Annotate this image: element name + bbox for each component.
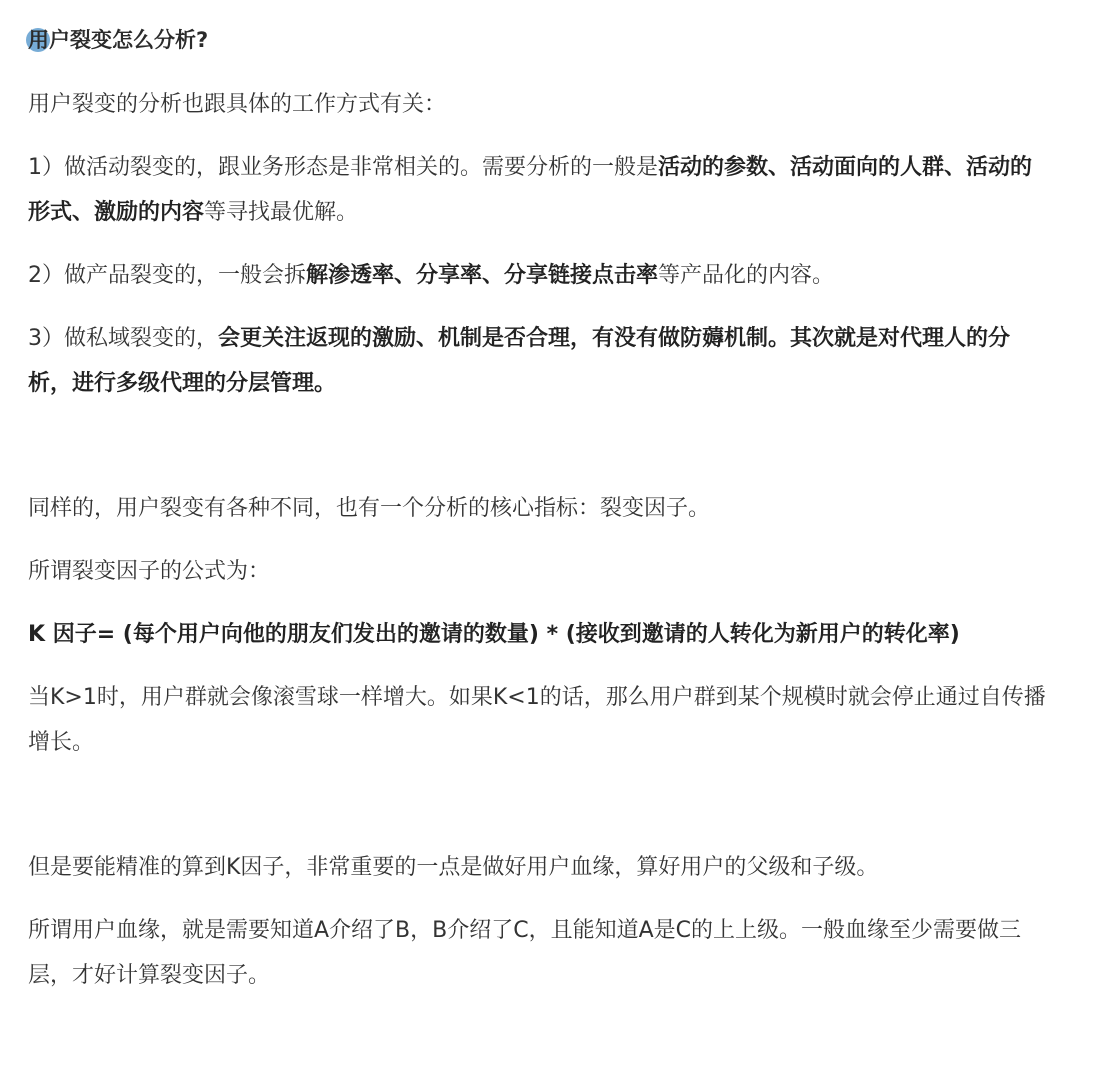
k-explain-paragraph: 当K>1时，用户群就会像滚雪球一样增大。如果K<1的话，那么用户群到某个规模时就会停止通过自传播增长。 bbox=[28, 685, 1046, 755]
point-2-bold: 解渗透率、分享率、分享链接点击率 bbox=[306, 263, 659, 288]
article-title bbox=[28, 20, 1048, 60]
article bbox=[28, 20, 1048, 1016]
point-3-prefix: 3）做私域裂变的， bbox=[28, 326, 218, 351]
point-1-paragraph bbox=[28, 145, 1048, 235]
lineage-explain-paragraph: 所谓用户血缘，就是需要知道A介绍了B，B介绍了C，且能知道A是C的上上级。一般血缘至少需要做三层，才好计算裂变因子。 bbox=[28, 918, 1022, 988]
spacer bbox=[28, 424, 1048, 486]
title-text: 用户裂变怎么分析? bbox=[28, 28, 209, 52]
point-1-prefix: 1）做活动裂变的，跟业务形态是非常相关的。需要分析的一般是 bbox=[28, 155, 658, 180]
point-1-suffix: 等寻找最优解。 bbox=[204, 200, 359, 225]
point-3-bold: 会更关注返现的激励、机制是否合理，有没有做防薅机制。其次就是对代理人的分析，进行多级代理的分层管理。 bbox=[28, 326, 1011, 396]
point-3-paragraph bbox=[28, 316, 1048, 406]
lineage-point-paragraph: 但是要能精准的算到K因子，非常重要的一点是做好用户血缘，算好用户的父级和子级。 bbox=[28, 855, 879, 880]
point-2-suffix: 等产品化的内容。 bbox=[658, 263, 835, 288]
formula-intro-paragraph: 所谓裂变因子的公式为： bbox=[28, 559, 271, 584]
point-2-prefix: 2）做产品裂变的，一般会拆 bbox=[28, 263, 306, 288]
intro-paragraph: 用户裂变的分析也跟具体的工作方式有关： bbox=[28, 92, 447, 117]
point-2-paragraph bbox=[28, 253, 1048, 298]
formula-paragraph: K 因子= (每个用户向他的朋友们发出的邀请的数量) * (接收到邀请的人转化为新用户的转化率) bbox=[28, 622, 960, 647]
spacer bbox=[28, 783, 1048, 845]
point-1-bold: 活动的参数、活动面向的人群、活动的形式、激励的内容 bbox=[28, 155, 1033, 225]
core-metric-paragraph: 同样的，用户裂变有各种不同，也有一个分析的核心指标：裂变因子。 bbox=[28, 496, 711, 521]
